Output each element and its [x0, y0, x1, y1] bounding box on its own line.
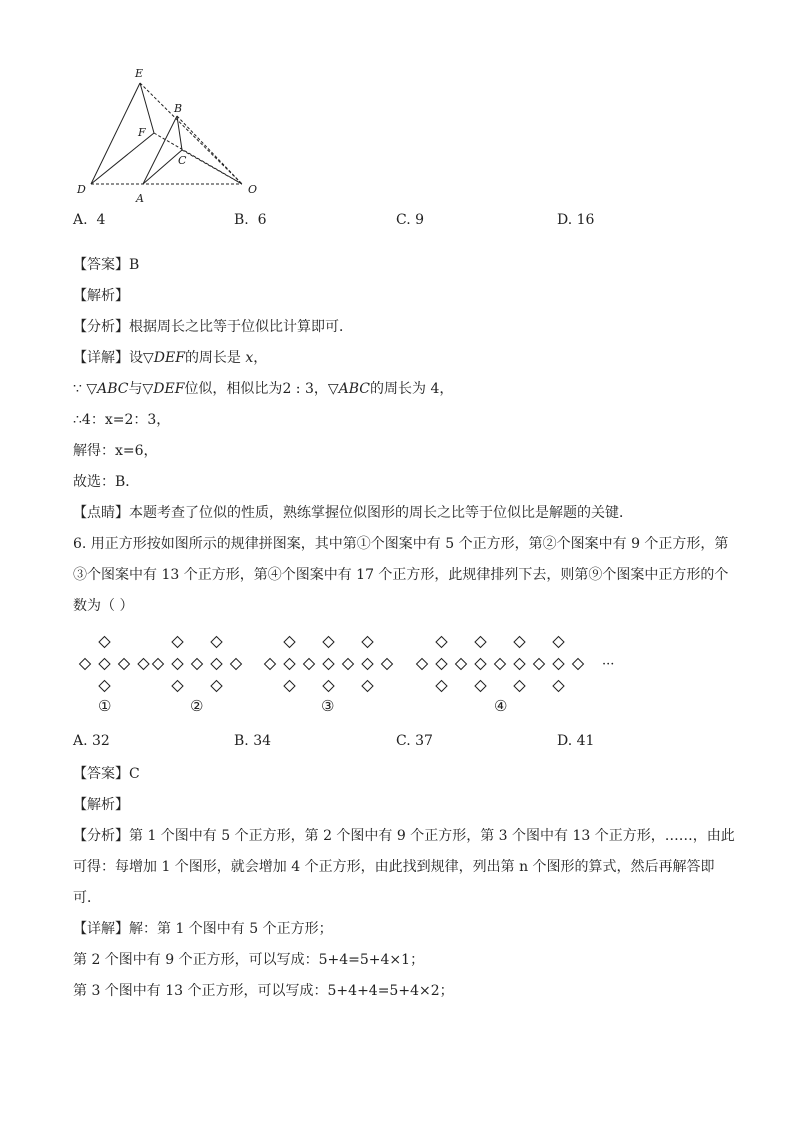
- square-diamond: [534, 659, 545, 670]
- square-diamond: [119, 659, 130, 670]
- pattern-label-2: ②: [190, 697, 204, 715]
- label-C: C: [178, 154, 187, 167]
- square-diamond: [265, 659, 276, 670]
- square-diamond: [284, 659, 295, 670]
- square-diamond: [323, 681, 334, 692]
- q5-dianjing: 【点睛】本题考查了位似的性质，熟练掌握位似图形的周长之比等于位似比是解题的关键．: [73, 505, 633, 521]
- q6-fenxi-2: 可得：每增加 1 个图形，就会增加 4 个正方形，由此找到规律，列出第 n 个图形的算式，然后再解答即: [73, 859, 715, 875]
- geometry-figure: [70, 60, 270, 210]
- q5-detail-1: 【详解】设▽DEF的周长是 x，: [73, 350, 268, 366]
- q5-fenxi: 【分析】根据周长之比等于位似比计算即可．: [73, 319, 353, 335]
- q5-detail-2: ∵ ▽ABC与▽DEF位似，相似比为2 : 3，▽ABC的周长为 4，: [73, 381, 454, 397]
- square-diamond: [475, 637, 486, 648]
- square-diamond: [436, 637, 447, 648]
- q5-detail-4: 解得：x=6，: [73, 443, 158, 459]
- square-diamond: [514, 681, 525, 692]
- q6-option-c: C. 37: [396, 733, 433, 749]
- square-diamond: [417, 659, 428, 670]
- square-diamond: [343, 659, 354, 670]
- q5-answer: 【答案】B: [73, 257, 140, 273]
- q6-detail-2: 第 2 个图中有 9 个正方形，可以写成：5+4=5+4×1；: [73, 952, 425, 968]
- square-diamond: [436, 681, 447, 692]
- q6-stem-3: 数为（ ）: [73, 598, 134, 614]
- square-diamond: [138, 659, 149, 670]
- square-diamond: [284, 637, 295, 648]
- diamond-pattern-figure: [70, 628, 650, 720]
- square-diamond: [99, 659, 110, 670]
- square-diamond: [456, 659, 467, 670]
- square-diamond: [231, 659, 242, 670]
- square-diamond: [99, 637, 110, 648]
- q6-stem-2: ③个图案中有 13 个正方形，第④个图案中有 17 个正方形，此规律排列下去，则第⑨个图案中正方形的个: [73, 567, 729, 583]
- label-A: A: [136, 192, 144, 205]
- square-diamond: [172, 659, 183, 670]
- q6-detail-1: 【详解】解：第 1 个图中有 5 个正方形；: [73, 921, 333, 937]
- pattern-ellipsis: ···: [602, 657, 615, 672]
- pattern-label-4: ④: [494, 697, 508, 715]
- square-diamond: [382, 659, 393, 670]
- q5-option-b: B. 6: [234, 212, 267, 228]
- label-F: F: [138, 126, 146, 139]
- square-diamond: [475, 681, 486, 692]
- q6-fenxi-1: 【分析】第 1 个图中有 5 个正方形，第 2 个图中有 9 个正方形，第 3 个图中有 13 个正方形，……，由此: [73, 828, 735, 844]
- q6-analysis-tag: 【解析】: [73, 797, 129, 813]
- square-diamond: [284, 681, 295, 692]
- q6-answer: 【答案】C: [73, 766, 140, 782]
- square-diamond: [514, 659, 525, 670]
- square-diamond: [553, 637, 564, 648]
- square-diamond: [362, 681, 373, 692]
- pattern-label-1: ①: [98, 697, 112, 715]
- square-diamond: [495, 659, 506, 670]
- square-diamond: [553, 681, 564, 692]
- q5-detail-3: ∴4：x=2：3，: [73, 412, 171, 428]
- q5-option-d: D. 16: [557, 212, 595, 228]
- square-diamond: [323, 637, 334, 648]
- square-diamond: [362, 659, 373, 670]
- square-diamond: [192, 659, 203, 670]
- label-D: D: [77, 183, 86, 196]
- square-diamond: [514, 637, 525, 648]
- square-diamond: [172, 681, 183, 692]
- square-diamond: [553, 659, 564, 670]
- square-diamond: [153, 659, 164, 670]
- pattern-label-3: ③: [321, 697, 335, 715]
- q5-detail-5: 故选：B．: [73, 474, 140, 490]
- q6-stem-1: 6. 用正方形按如图所示的规律拼图案，其中第①个图案中有 5 个正方形，第②个图案中有 9 个正方形，第: [73, 536, 729, 552]
- label-O: O: [248, 183, 258, 196]
- label-E: E: [135, 67, 144, 80]
- square-diamond: [211, 681, 222, 692]
- q6-fenxi-3: 可．: [73, 890, 101, 906]
- q5-option-c: C. 9: [396, 212, 425, 228]
- square-diamond: [362, 637, 373, 648]
- square-diamond: [573, 659, 584, 670]
- square-diamond: [80, 659, 91, 670]
- square-diamond: [211, 637, 222, 648]
- square-diamond: [211, 659, 222, 670]
- label-B: B: [174, 102, 183, 115]
- q6-option-a: A. 32: [73, 733, 110, 749]
- q6-option-d: D. 41: [557, 733, 595, 749]
- q6-option-b: B. 34: [234, 733, 272, 749]
- square-diamond: [475, 659, 486, 670]
- q5-option-a: A. 4: [73, 212, 106, 228]
- q6-detail-3: 第 3 个图中有 13 个正方形，可以写成：5+4+4=5+4×2；: [73, 983, 454, 999]
- square-diamond: [304, 659, 315, 670]
- q5-analysis-tag: 【解析】: [73, 288, 129, 304]
- square-diamond: [436, 659, 447, 670]
- square-diamond: [172, 637, 183, 648]
- square-diamond: [99, 681, 110, 692]
- square-diamond: [323, 659, 334, 670]
